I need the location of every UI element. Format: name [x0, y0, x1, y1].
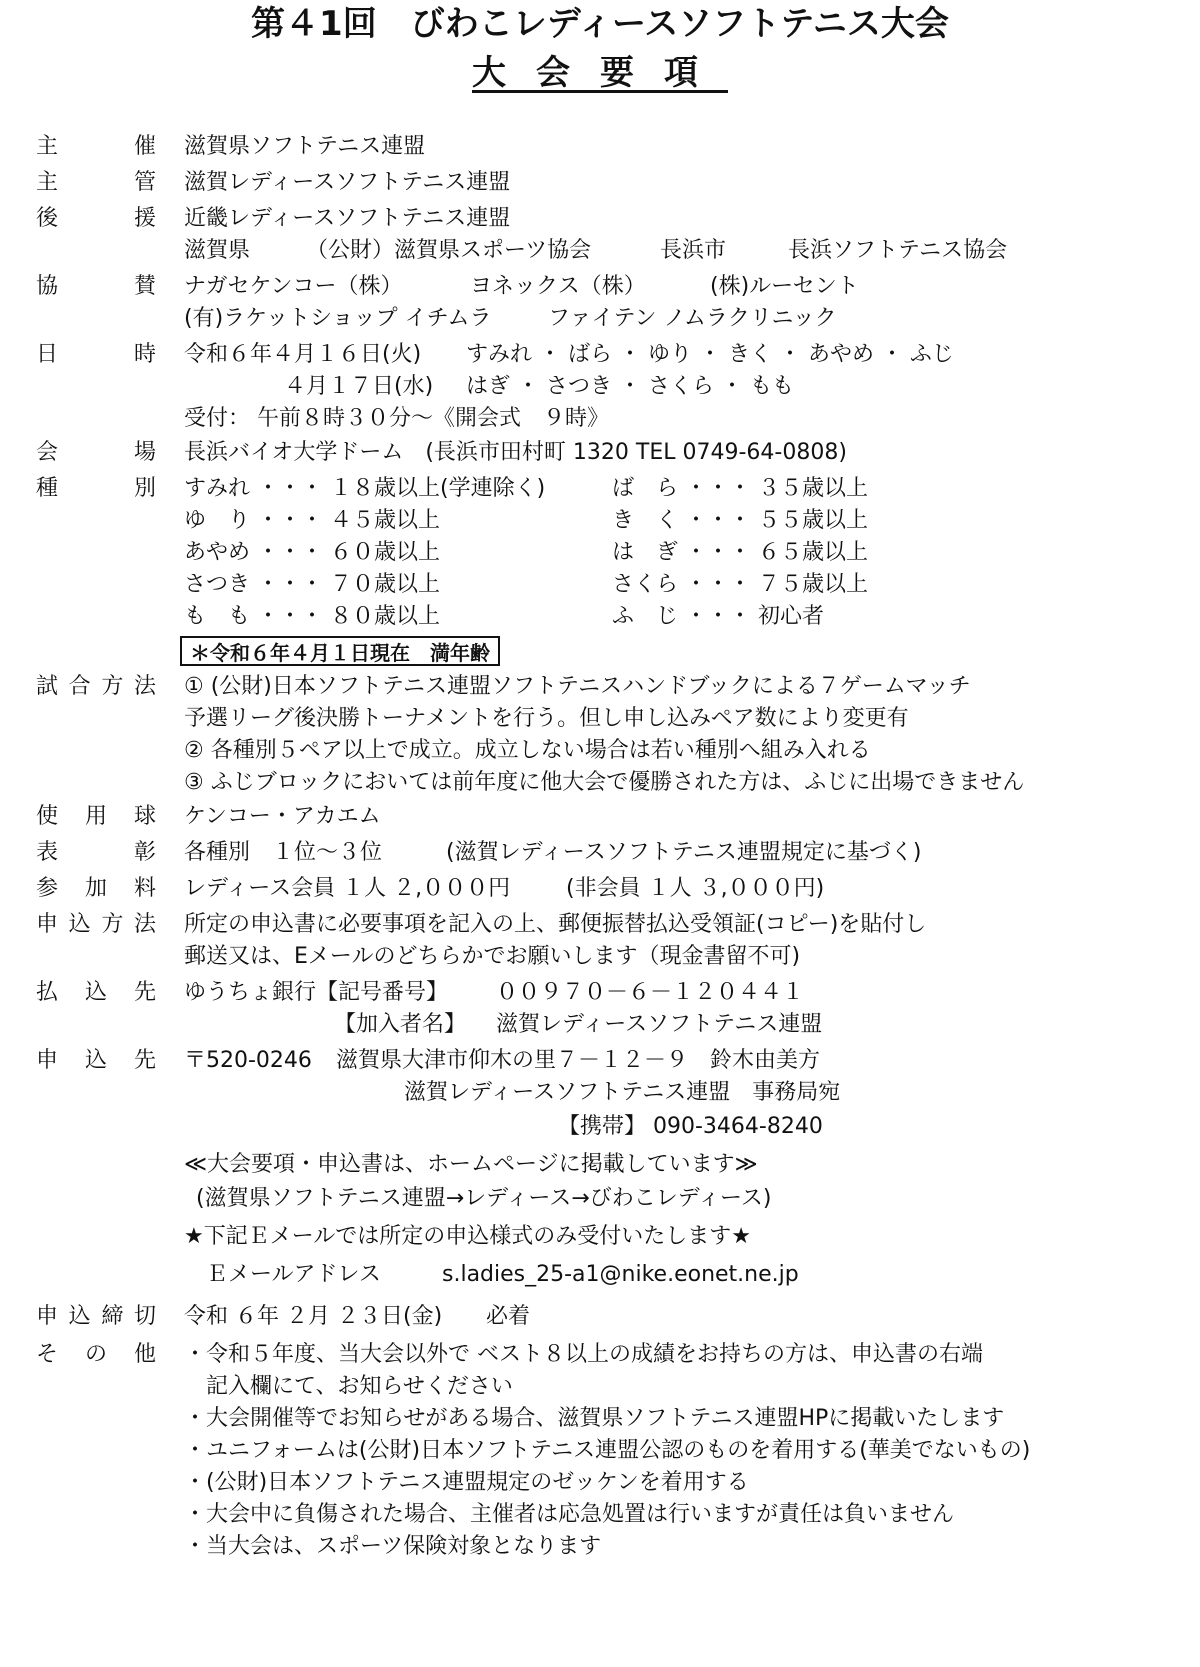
- value-haraikomi-1a: ゆうちょ銀行【記号番号】: [184, 980, 449, 1005]
- category-left-5: も も ・・・ ８０歳以上: [184, 604, 440, 629]
- label-char: 別: [133, 476, 156, 501]
- row-sonota-2: [0, 1370, 1200, 1404]
- label-char: 締: [101, 1304, 124, 1329]
- row-shimekiri: [0, 1300, 1200, 1334]
- label-char: 込: [68, 1304, 91, 1329]
- value-hyosho-b: (滋賀レディースソフトテニス連盟規定に基づく): [446, 840, 922, 865]
- label-haraikomi: [36, 976, 156, 1010]
- category-right-2: き く ・・・ ５５歳以上: [612, 508, 868, 533]
- value-koen-line2b: （公財）滋賀県スポーツ協会: [306, 238, 592, 263]
- row-haraikomi-2: [0, 1008, 1200, 1042]
- label-char: 表: [36, 840, 59, 865]
- category-left-3: あやめ ・・・ ６０歳以上: [184, 540, 440, 565]
- account-holder: 滋賀レディースソフトテニス連盟: [496, 1012, 823, 1037]
- row-moshikomisaki-6: [0, 1220, 1200, 1254]
- row-moshikomisaki-3: [0, 1110, 1200, 1144]
- label-char: 込: [84, 1048, 107, 1073]
- row-sonota-1: [0, 1338, 1200, 1372]
- label-sonota: [36, 1338, 156, 1372]
- label-char: 主: [36, 170, 59, 195]
- note-5: ・大会中に負傷された場合、主催者は応急処置は行いますが責任は負いません: [184, 1502, 955, 1527]
- label-char: 加: [84, 876, 107, 901]
- match-rule-1: ① (公財)日本ソフトテニス連盟ソフトテニスハンドブックによる７ゲームマッチ: [184, 674, 971, 699]
- homepage-notice: ≪大会要項・申込書は、ホームページに掲載しています≫: [184, 1152, 758, 1177]
- deadline-date: 令和 ６年 ２月 ２３日(金): [184, 1304, 443, 1329]
- row-koen-2: [0, 234, 1200, 268]
- label-char: 協: [36, 274, 59, 299]
- value-haraikomi-2a: 【加入者名】: [334, 1012, 467, 1037]
- row-kyosan: [0, 270, 1200, 304]
- label-char: 管: [133, 170, 156, 195]
- row-shukan: [0, 166, 1200, 200]
- row-hyosho: [0, 836, 1200, 870]
- label-char: 込: [84, 980, 107, 1005]
- row-shubetsu-5: [0, 600, 1200, 634]
- label-char: 催: [133, 134, 156, 159]
- value-nichiji-line1a: 令和６年４月１６日(火): [184, 342, 422, 367]
- row-moshikomisaki-2: [0, 1076, 1200, 1110]
- document-title: 第４1回 びわこレディースソフトテニス大会: [251, 4, 949, 44]
- note-1b: 記入欄にて、お知らせください: [206, 1374, 513, 1399]
- recipient: 滋賀レディースソフトテニス連盟 事務局宛: [404, 1080, 841, 1105]
- label-char: の: [84, 1342, 107, 1367]
- row-shusai: [0, 130, 1200, 164]
- mailing-address: 滋賀県大津市仰木の里７－１２－９ 鈴木由美方: [336, 1048, 821, 1073]
- row-nichiji-2: [0, 370, 1200, 404]
- note-6: ・当大会は、スポーツ保険対象となります: [184, 1534, 602, 1559]
- row-moshikomisaki-5: [0, 1182, 1200, 1216]
- value-koen-line2d: 長浜ソフトテニス協会: [788, 238, 1008, 263]
- row-sonota-6: [0, 1498, 1200, 1532]
- row-moshikomi-hoho-1: [0, 908, 1200, 942]
- row-shubetsu-3: [0, 536, 1200, 570]
- row-nichiji-3: [0, 402, 1200, 436]
- label-nichiji: [36, 338, 156, 372]
- value-nichiji-line1b: すみれ ・ ばら ・ ゆり ・ きく ・ あやめ ・ ふじ: [466, 342, 954, 367]
- row-shubetsu-4: [0, 568, 1200, 602]
- note-4: ・(公財)日本ソフトテニス連盟規定のゼッケンを着用する: [184, 1470, 749, 1495]
- row-haraikomi-1: [0, 976, 1200, 1010]
- label-char: 使: [36, 804, 59, 829]
- note-1: ・令和５年度、当大会以外で ベスト８以上の成績をお持ちの方は、申込書の右端: [184, 1342, 983, 1367]
- label-char: 日: [36, 342, 59, 367]
- email-address: s.ladies_25-a1@nike.eonet.ne.jp: [442, 1262, 799, 1287]
- row-sonota-4: [0, 1434, 1200, 1468]
- value-kyosan-line2a: (有)ラケットショップ イチムラ: [184, 306, 492, 331]
- row-kyosan-2: [0, 302, 1200, 336]
- homepage-path: (滋賀県ソフトテニス連盟→レディース→びわこレディース): [196, 1186, 772, 1211]
- row-shiai-3: [0, 734, 1200, 768]
- value-shukan: 滋賀レディースソフトテニス連盟: [184, 170, 511, 195]
- label-char: 球: [133, 804, 156, 829]
- label-shiai: [36, 670, 156, 704]
- row-moshikomisaki-7: [0, 1258, 1200, 1292]
- label-char: 試: [36, 674, 59, 699]
- document-subtitle: [0, 48, 1200, 98]
- row-shiai-2: [0, 702, 1200, 736]
- label-char: そ: [36, 1342, 59, 1367]
- value-kyosan-line1b: ヨネックス（株）: [470, 274, 646, 299]
- match-rule-2: ② 各種別５ペア以上で成立。成立しない場合は若い種別へ組み入れる: [184, 738, 871, 763]
- row-shubetsu-2: [0, 504, 1200, 538]
- label-char: 申: [36, 1304, 59, 1329]
- document-subtitle-text: 大会要項: [472, 53, 728, 93]
- row-sonota-5: [0, 1466, 1200, 1500]
- label-char: 他: [133, 1342, 156, 1367]
- match-rule-1b: 予選リーグ後決勝トーナメントを行う。但し申し込みペア数により変更有: [184, 706, 909, 731]
- deadline-note: 必着: [486, 1304, 531, 1329]
- value-shusai: 滋賀県ソフトテニス連盟: [184, 134, 426, 159]
- row-kaijo: [0, 436, 1200, 470]
- postal-code: 〒520-0246: [184, 1048, 312, 1073]
- label-shusai: [36, 130, 156, 164]
- label-moshikomi-hoho: [36, 908, 156, 942]
- label-char: 会: [36, 440, 59, 465]
- label-hyosho: [36, 836, 156, 870]
- category-right-5: ふ じ ・・・ 初心者: [612, 604, 824, 629]
- label-shubetsu: [36, 472, 156, 506]
- value-shiyokyu: ケンコー・アカエム: [184, 804, 381, 829]
- row-shiai-4: [0, 766, 1200, 800]
- value-nichiji-line2a: ４月１７日(水): [284, 374, 434, 399]
- label-char: 法: [133, 912, 156, 937]
- note-2: ・大会開催等でお知らせがある場合、滋賀県ソフトテニス連盟HPに掲載いたします: [184, 1406, 1005, 1431]
- row-moshikomisaki-1: [0, 1044, 1200, 1078]
- label-char: 場: [133, 440, 156, 465]
- category-right-4: さくら ・・・ ７５歳以上: [612, 572, 868, 597]
- label-char: 法: [133, 674, 156, 699]
- label-shukan: [36, 166, 156, 200]
- label-char: 込: [68, 912, 91, 937]
- match-rule-3: ③ ふじブロックにおいては前年度に他大会で優勝された方は、ふじに出場できません: [184, 770, 1025, 795]
- label-char: 払: [36, 980, 59, 1005]
- value-nichiji-line3: 受付： 午前８時３０分～《開会式 ９時》: [184, 406, 609, 431]
- value-kaijo: 長浜バイオ大学ドーム (長浜市田村町 1320 TEL 0749-64-0808): [184, 440, 847, 465]
- row-shiyokyu: [0, 800, 1200, 834]
- value-koen-line2a: 滋賀県: [184, 238, 251, 263]
- label-char: 主: [36, 134, 59, 159]
- value-hyosho-a: 各種別 １位～３位: [184, 840, 383, 865]
- label-char: 切: [133, 1304, 156, 1329]
- row-sonota-7: [0, 1530, 1200, 1564]
- value-koen-line1: 近畿レディースソフトテニス連盟: [184, 206, 511, 231]
- label-sankaryo: [36, 872, 156, 906]
- value-moshikomi-hoho-2: 郵送又は、Eメールのどちらかでお願いします（現金書留不可): [184, 944, 801, 969]
- label-shimekiri: [36, 1300, 156, 1334]
- label-char: 賛: [133, 274, 156, 299]
- value-sankaryo-b: (非会員 １人 ３,０００円): [566, 876, 825, 901]
- label-char: 料: [133, 876, 156, 901]
- label-char: 方: [101, 912, 124, 937]
- value-kyosan-line1c: (株)ルーセント: [710, 274, 859, 299]
- row-moshikomi-hoho-2: [0, 940, 1200, 974]
- label-char: 申: [36, 1048, 59, 1073]
- category-left-4: さつき ・・・ ７０歳以上: [184, 572, 440, 597]
- category-left-2: ゆ り ・・・ ４５歳以上: [184, 508, 440, 533]
- label-char: 種: [36, 476, 59, 501]
- email-notice: ★下記Ｅメールでは所定の申込様式のみ受付いたします★: [184, 1224, 752, 1249]
- label-koen: [36, 202, 156, 236]
- value-moshikomi-hoho-1: 所定の申込書に必要事項を記入の上、郵便振替払込受領証(コピー)を貼付し: [184, 912, 927, 937]
- row-sonota-3: [0, 1402, 1200, 1436]
- category-right-1: ば ら ・・・ ３５歳以上: [612, 476, 868, 501]
- value-nichiji-line2b: はぎ ・ さつき ・ さくら ・ もも: [466, 374, 794, 399]
- value-sankaryo-a: レディース会員 １人 ２,０００円: [184, 876, 511, 901]
- category-right-3: は ぎ ・・・ ６５歳以上: [612, 540, 868, 565]
- label-char: 先: [133, 980, 156, 1005]
- label-shiyokyu: [36, 800, 156, 834]
- age-note-box: ＊令和６年４月１日現在 満年齢: [180, 636, 500, 666]
- label-char: 合: [68, 674, 91, 699]
- label-kyosan: [36, 270, 156, 304]
- label-char: 彰: [133, 840, 156, 865]
- row-shubetsu-note: [0, 634, 1200, 668]
- label-char: 方: [101, 674, 124, 699]
- label-char: 用: [84, 804, 107, 829]
- email-label: Ｅメールアドレス: [206, 1262, 381, 1287]
- label-char: 参: [36, 876, 59, 901]
- value-kyosan-line1a: ナガセケンコー（株）: [184, 274, 403, 299]
- category-left-1: すみれ ・・・ １８歳以上(学連除く): [184, 476, 546, 501]
- value-kyosan-line2b: ファイテン ノムラクリニック: [548, 306, 837, 331]
- label-char: 援: [133, 206, 156, 231]
- mobile-phone: 【携帯】 090-3464-8240: [558, 1114, 823, 1139]
- row-sankaryo: [0, 872, 1200, 906]
- label-moshikomisaki: [36, 1044, 156, 1078]
- row-shubetsu-1: [0, 472, 1200, 506]
- note-3: ・ユニフォームは(公財)日本ソフトテニス連盟公認のものを着用する(華美でないもの): [184, 1438, 1031, 1463]
- label-char: 申: [36, 912, 59, 937]
- label-char: 後: [36, 206, 59, 231]
- row-shiai-1: [0, 670, 1200, 704]
- row-koen: [0, 202, 1200, 236]
- row-moshikomisaki-4: [0, 1148, 1200, 1182]
- label-char: 時: [133, 342, 156, 367]
- label-kaijo: [36, 436, 156, 470]
- label-char: 先: [133, 1048, 156, 1073]
- account-number: ００９７０－６－１２０４４１: [496, 980, 805, 1005]
- row-nichiji: [0, 338, 1200, 372]
- value-koen-line2c: 長浜市: [660, 238, 727, 263]
